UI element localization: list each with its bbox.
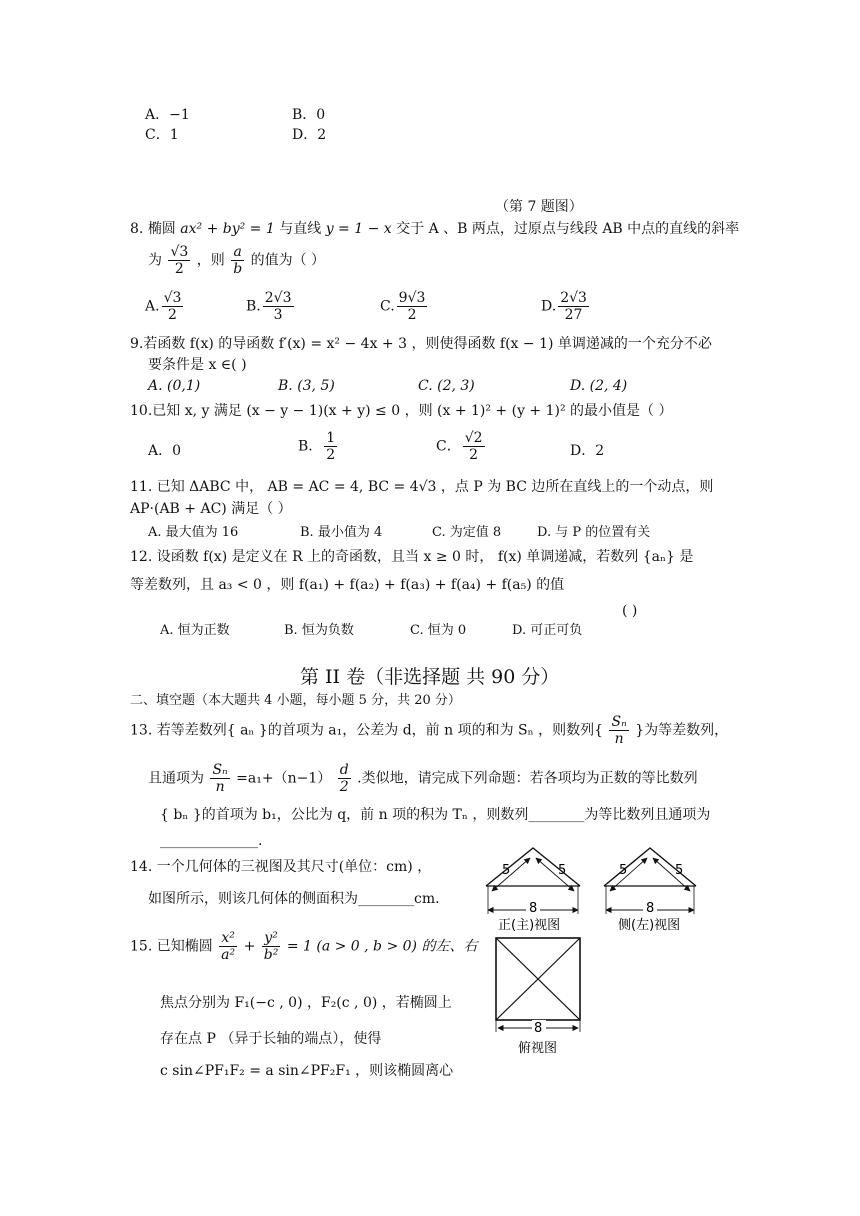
q11-option-b: B. 最小值为 4	[300, 525, 383, 540]
q8-option-a: A. $\frac{√3}{2}$	[145, 290, 182, 323]
q8-text: 为	[148, 252, 162, 269]
q15-line1	[130, 930, 477, 963]
q15-x-fraction: $\frac{\text{x²}}{\text{a²}}$	[221, 930, 236, 963]
q10-line: 10.已知 x, y 满足 (x − y − 1)(x + y) ≤ 0 ，则 (x + 1)² + (y + 1)² 的最小值是（ ）	[130, 403, 673, 419]
q12-line1: 12. 设函数 f(x) 是定义在 R 上的奇函数，且当 x ≥ 0 时， f(x) 单调递减，若数列 {aₙ} 是	[130, 549, 694, 565]
q13-text: 13. 若等差数列{ aₙ }的首项为 a₁，公差为 d，前 n 项的和为 Sₙ ，则数列{	[130, 722, 604, 739]
q8-slope-fraction: $\frac{√3}{2}$	[170, 244, 189, 277]
q14-line1: 14. 一个几何体的三视图及其尺寸(单位：cm) ，	[130, 859, 432, 875]
q15-text: = 1 (a > 0 , b > 0) 的左、右	[286, 938, 478, 955]
side-view-label: 侧(左)视图	[618, 918, 681, 933]
q13-d-over-2: $\frac{d}{2}$	[339, 762, 349, 795]
q8-line1	[130, 220, 739, 238]
q7-option-b: B．0	[292, 107, 326, 123]
q8-ratio-fraction: $\frac{a}{b}$	[233, 244, 243, 277]
q12-option-a: A. 恒为正数	[160, 623, 230, 638]
q15-line2: 焦点分别为 F₁(−c , 0) ，F₂(c , 0) ，若椭圆上	[160, 995, 452, 1011]
q8-option-c: C. $\frac{9√3}{2}$	[380, 290, 426, 323]
q15-line4: c sin∠PF₁F₂ = a sin∠PF₂F₁ ，则该椭圆离心	[160, 1063, 454, 1079]
q8-text: 椭圆	[147, 221, 176, 237]
q9-option-d: D. (2, 4)	[570, 378, 628, 394]
front-slant-left: 5	[502, 863, 511, 878]
q15-text: 15. 已知椭圆	[130, 938, 213, 955]
side-view	[604, 848, 696, 933]
q15-y-fraction: $\frac{\text{y²}}{\text{b²}}$	[263, 930, 279, 963]
q8-text: 与直线	[279, 221, 322, 237]
q11-option-c: C. 为定值 8	[432, 525, 502, 540]
section-subtitle: 二、填空题（本大题共 4 小题，每小题 5 分，共 20 分）	[130, 693, 461, 708]
q10-option-d: D．2	[570, 443, 605, 459]
q15-plus: +	[243, 938, 256, 955]
section-title: 第 II 卷（非选择题 共 90 分）	[300, 666, 560, 688]
q13-line3: { bₙ }的首项为 b₁，公比为 q，前 n 项的积为 Tₙ ，则数列________为等比数列且通项为	[160, 807, 711, 823]
q14-line2: 如图所示，则该几何体的侧面积为________cm.	[148, 891, 440, 907]
q10-option-b: B． $\frac{1}{2}$	[298, 430, 336, 463]
q11-option-d: D. 与 P 的位置有关	[537, 525, 651, 540]
q7-figure-caption: （第 7 题图）	[495, 199, 583, 215]
q13-text: }为等差数列，	[635, 722, 729, 739]
front-base-length: 8	[529, 901, 538, 916]
q12-line2: 等差数列，且 a₃ < 0 ，则 f(a₁) + f(a₂) + f(a₃) + f(a₄) + f(a₅) 的值	[130, 577, 565, 593]
q12-option-b: B. 恒为负数	[284, 623, 354, 638]
q7-option-d: D．2	[292, 127, 327, 143]
side-slant-left: 5	[619, 863, 628, 878]
q7-option-a: A．−1	[145, 107, 190, 123]
q11-option-a: A. 最大值为 16	[148, 525, 239, 540]
q13-sn-over-n: $\frac{\text{Sₙ}}{n}$	[212, 762, 228, 795]
q13-line1	[130, 714, 728, 747]
q9-option-c: C. (2, 3)	[418, 378, 475, 394]
three-view-figure	[476, 838, 736, 1068]
q12-option-c: C. 恒为 0	[410, 623, 467, 638]
q15-line3: 存在点 P （异于长轴的端点），使得	[160, 1031, 382, 1047]
q13-line2	[148, 762, 698, 795]
q8-ellipse-equation: ax² + by² = 1	[180, 221, 275, 237]
q13-text: 且通项为	[148, 770, 204, 787]
q8-line2	[148, 244, 325, 277]
top-view	[496, 938, 580, 1056]
q13-text: .类似地，请完成下列命题：若各项均为正数的等比数列	[357, 770, 698, 787]
q9-line1: 9.若函数 f(x) 的导函数 f′(x) = x² − 4x + 3 ，则使得函数 f(x − 1) 单调递减的一个充分不必	[130, 336, 712, 352]
top-base-length: 8	[534, 1021, 543, 1036]
q12-answer-paren: ( )	[622, 603, 638, 619]
q11-line1: 11. 已知 ΔABC 中， AB = AC = 4, BC = 4√3 ，点 P 为 BC 边所在直线上的一个动点，则	[130, 479, 714, 495]
q9-option-a: A. (0,1)	[148, 378, 201, 394]
q7-option-c: C．1	[145, 127, 179, 143]
top-view-label: 俯视图	[518, 1041, 558, 1056]
q13-sn-over-n: $\frac{\text{Sₙ}}{n}$	[611, 714, 627, 747]
side-slant-right: 5	[675, 863, 684, 878]
q13-line4: ______________.	[160, 833, 263, 849]
q8-option-d: D. $\frac{2√3}{27}$	[541, 290, 587, 323]
q9-option-b: B. (3, 5)	[278, 378, 335, 394]
q8-text: ，则	[196, 252, 225, 269]
q8-number: 8.	[130, 221, 144, 237]
front-slant-right: 5	[558, 863, 567, 878]
front-view	[486, 848, 580, 933]
side-base-length: 8	[646, 901, 655, 916]
q10-option-c: C． $\frac{√2}{2}$	[436, 430, 483, 463]
q9-line2: 要条件是 x ∈( )	[148, 357, 247, 373]
q12-option-d: D. 可正可负	[512, 623, 583, 638]
q8-text: 的值为（ ）	[250, 252, 326, 269]
front-view-label: 正(主)视图	[498, 918, 561, 933]
q8-text: 交于 A 、B 两点，过原点与线段 AB 中点的直线的斜率	[396, 221, 740, 237]
q10-option-a: A．0	[148, 443, 182, 459]
q8-line-equation: y = 1 − x	[325, 221, 392, 237]
q11-line2: AP·(AB + AC) 满足（ ）	[130, 501, 292, 517]
q8-option-b: B. $\frac{2√3}{3}$	[246, 290, 292, 323]
q13-text: =a₁+（n−1）	[236, 770, 332, 787]
